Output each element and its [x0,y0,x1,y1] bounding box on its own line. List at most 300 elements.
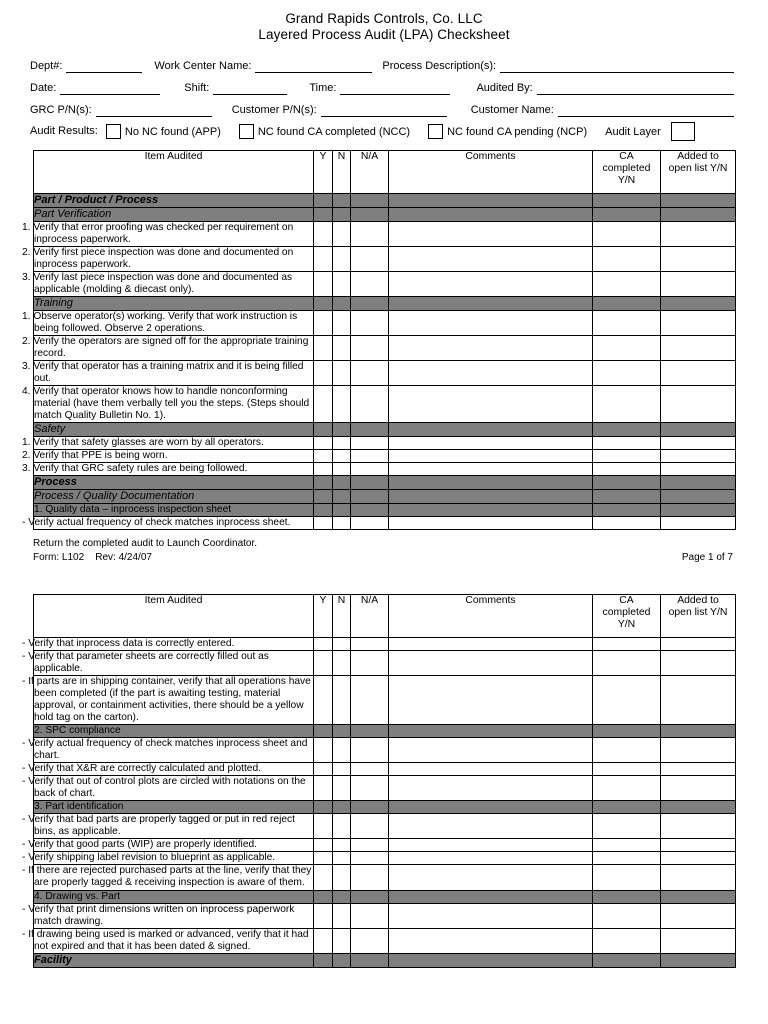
y-cell[interactable] [314,675,333,724]
added-open-list-cell[interactable] [661,839,736,852]
y-cell[interactable] [314,423,333,437]
na-cell[interactable] [351,776,389,801]
item-audited-cell: - Verify actual frequency of check matches inprocess sheet. [34,517,314,530]
y-cell[interactable] [314,801,333,814]
na-cell[interactable] [351,814,389,839]
y-cell[interactable] [314,776,333,801]
ca-completed-cell[interactable] [593,504,661,517]
added-open-list-cell[interactable] [661,517,736,530]
col-header-added-open-list [661,150,736,193]
added-open-list-cell[interactable] [661,865,736,890]
audit-table-1-wrapper [0,150,768,530]
comments-cell[interactable] [389,221,593,246]
y-cell[interactable] [314,246,333,271]
comments-cell[interactable] [389,297,593,311]
added-open-list-cell[interactable] [661,490,736,504]
y-cell[interactable] [314,207,333,221]
ca-completed-cell[interactable] [593,297,661,311]
item-audited-cell: 3. Part identification [34,801,314,814]
added-open-list-cell[interactable] [661,675,736,724]
return-instruction: Return the completed audit to Launch Coordinator. [33,538,258,550]
y-cell[interactable] [314,386,333,423]
ca-completed-cell[interactable] [593,476,661,490]
dept-label: Dept#: [30,59,63,72]
table-row [34,637,736,650]
item-audited-cell: - If there are rejected purchased parts at the line, verify that they are properly tagged & receiving inspection is aware of them. [34,865,314,890]
n-cell[interactable] [333,650,351,675]
added-open-list-cell[interactable] [661,637,736,650]
comments-cell[interactable] [389,386,593,423]
na-cell[interactable] [351,207,389,221]
page-number: Page 1 of 7 [681,552,733,564]
table-row [34,193,736,207]
comments-cell[interactable] [389,336,593,361]
comments-cell[interactable] [389,675,593,724]
n-cell[interactable] [333,450,351,463]
added-open-list-cell[interactable] [661,953,736,967]
ca-completed-cell[interactable] [593,193,661,207]
added-line-2: open list Y/N [668,162,728,174]
comments-cell[interactable] [389,207,593,221]
ca-completed-cell[interactable] [593,246,661,271]
na-cell[interactable] [351,953,389,967]
item-audited-cell: Training [34,297,314,311]
na-cell[interactable] [351,311,389,336]
added-open-list-cell[interactable] [661,928,736,953]
col-header-y: Y [314,150,333,193]
time-label: Time: [309,81,337,94]
y-cell[interactable] [314,504,333,517]
added-open-list-cell[interactable] [661,272,736,297]
na-cell[interactable] [351,903,389,928]
checkbox-nc-found-ca-pending[interactable] [428,124,443,139]
shift-field[interactable] [213,81,287,95]
added-open-list-cell[interactable] [661,386,736,423]
added-open-list-cell[interactable] [661,476,736,490]
table-header-row [34,594,736,637]
ca-line-2: completed [602,162,651,174]
customer-pn-field[interactable] [321,103,447,117]
n-cell[interactable] [333,738,351,763]
n-cell[interactable] [333,517,351,530]
n-cell[interactable] [333,336,351,361]
document-subtitle: Layered Process Audit (LPA) Checksheet [258,27,510,43]
table-row [34,517,736,530]
n-cell[interactable] [333,903,351,928]
na-cell[interactable] [351,272,389,297]
table-2-header [34,594,736,637]
n-cell[interactable] [333,928,351,953]
na-cell[interactable] [351,336,389,361]
n-cell[interactable] [333,801,351,814]
page-footer-1 [0,530,768,565]
ca-completed-cell[interactable] [593,207,661,221]
date-field[interactable] [60,81,160,95]
y-cell[interactable] [314,953,333,967]
table-row [34,476,736,490]
table-row [34,297,736,311]
table-row [34,423,736,437]
grc-pn-field[interactable] [96,103,212,117]
comments-cell[interactable] [389,865,593,890]
item-audited-cell: 1. Quality data – inprocess inspection sheet [34,504,314,517]
table-row [34,336,736,361]
ca-completed-cell[interactable] [593,423,661,437]
y-cell[interactable] [314,517,333,530]
n-cell[interactable] [333,852,351,865]
na-cell[interactable] [351,801,389,814]
n-cell[interactable] [333,504,351,517]
comments-cell[interactable] [389,928,593,953]
n-cell[interactable] [333,311,351,336]
item-audited-cell: 2. Verify that PPE is being worn. [34,450,314,463]
table-row [34,311,736,336]
comments-cell[interactable] [389,463,593,476]
audit-layer-field[interactable] [671,122,695,141]
ca-completed-cell[interactable] [593,852,661,865]
comments-cell[interactable] [389,776,593,801]
item-audited-cell: Safety [34,423,314,437]
added-open-list-cell[interactable] [661,801,736,814]
customer-pn-label: Customer P/N(s): [231,103,317,116]
ca-completed-cell[interactable] [593,272,661,297]
ca-line-1: CA [619,594,634,606]
table-row [34,839,736,852]
ca-completed-cell[interactable] [593,801,661,814]
ca-completed-cell[interactable] [593,361,661,386]
ca-completed-cell[interactable] [593,490,661,504]
ca-completed-cell[interactable] [593,953,661,967]
item-audited-cell: - Verify that print dimensions written on inprocess paperwork match drawing. [34,903,314,928]
y-cell[interactable] [314,463,333,476]
n-cell[interactable] [333,865,351,890]
ca-completed-cell[interactable] [593,437,661,450]
item-audited-cell: 1. Verify that error proofing was checked per requirement on inprocess paperwork. [34,221,314,246]
col-header-ca-completed [593,150,661,193]
ca-completed-cell[interactable] [593,928,661,953]
y-cell[interactable] [314,814,333,839]
added-open-list-cell[interactable] [661,504,736,517]
table-row [34,928,736,953]
ca-completed-cell[interactable] [593,675,661,724]
y-cell[interactable] [314,738,333,763]
y-cell[interactable] [314,476,333,490]
ca-completed-cell[interactable] [593,450,661,463]
table-row [34,763,736,776]
ca-completed-cell[interactable] [593,517,661,530]
ca-completed-cell[interactable] [593,763,661,776]
comments-cell[interactable] [389,450,593,463]
n-cell[interactable] [333,361,351,386]
n-cell[interactable] [333,463,351,476]
y-cell[interactable] [314,437,333,450]
na-cell[interactable] [351,890,389,903]
y-cell[interactable] [314,763,333,776]
item-audited-cell: - Verify that X&R are correctly calculated and plotted. [34,763,314,776]
y-cell[interactable] [314,637,333,650]
na-cell[interactable] [351,386,389,423]
form-row-1 [30,51,738,73]
y-cell[interactable] [314,297,333,311]
item-audited-cell: - Verify that bad parts are properly tagged or put in red reject bins, as applicable. [34,814,314,839]
comments-cell[interactable] [389,311,593,336]
n-cell[interactable] [333,221,351,246]
ca-line-1: CA [619,150,634,162]
table-row [34,725,736,738]
added-open-list-cell[interactable] [661,361,736,386]
ca-completed-cell[interactable] [593,336,661,361]
table-row [34,386,736,423]
comments-cell[interactable] [389,361,593,386]
na-cell[interactable] [351,504,389,517]
process-description-field[interactable] [500,59,734,73]
comments-cell[interactable] [389,504,593,517]
col-header-ca-completed [593,594,661,637]
audit-table-2 [22,594,736,968]
item-audited-cell: 2. Verify the operators are signed off for the appropriate training record. [34,336,314,361]
n-cell[interactable] [333,839,351,852]
col-header-na: N/A [351,594,389,637]
item-audited-cell: Facility [34,953,314,967]
col-header-added-open-list [661,594,736,637]
y-cell[interactable] [314,272,333,297]
y-cell[interactable] [314,490,333,504]
comments-cell[interactable] [389,517,593,530]
n-cell[interactable] [333,776,351,801]
ca-line-3: Y/N [617,174,636,186]
dept-field[interactable] [66,59,142,73]
na-cell[interactable] [351,297,389,311]
table-row [34,852,736,865]
n-cell[interactable] [333,193,351,207]
ca-completed-cell[interactable] [593,776,661,801]
col-header-n: N [333,150,351,193]
na-cell[interactable] [351,650,389,675]
y-cell[interactable] [314,650,333,675]
y-cell[interactable] [314,928,333,953]
added-open-list-cell[interactable] [661,193,736,207]
n-cell[interactable] [333,207,351,221]
checkbox-no-nc-found[interactable] [106,124,121,139]
col-header-item-audited: Item Audited [34,594,314,637]
comments-cell[interactable] [389,852,593,865]
na-cell[interactable] [351,361,389,386]
added-open-list-cell[interactable] [661,776,736,801]
added-open-list-cell[interactable] [661,297,736,311]
comments-cell[interactable] [389,490,593,504]
ca-completed-cell[interactable] [593,738,661,763]
added-open-list-cell[interactable] [661,890,736,903]
ca-completed-cell[interactable] [593,839,661,852]
col-header-comments: Comments [389,150,593,193]
comments-cell[interactable] [389,763,593,776]
n-cell[interactable] [333,246,351,271]
company-name: Grand Rapids Controls, Co. LLC [285,11,483,26]
ca-completed-cell[interactable] [593,637,661,650]
na-cell[interactable] [351,725,389,738]
y-cell[interactable] [314,336,333,361]
item-audited-cell: Part Verification [34,207,314,221]
added-open-list-cell[interactable] [661,814,736,839]
time-field[interactable] [340,81,450,95]
checkbox-label-nc-found-ca-completed: NC found CA completed (NCC) [257,125,411,138]
n-cell[interactable] [333,953,351,967]
y-cell[interactable] [314,725,333,738]
y-cell[interactable] [314,311,333,336]
comments-cell[interactable] [389,903,593,928]
y-cell[interactable] [314,903,333,928]
n-cell[interactable] [333,763,351,776]
na-cell[interactable] [351,193,389,207]
added-open-list-cell[interactable] [661,852,736,865]
y-cell[interactable] [314,890,333,903]
comments-cell[interactable] [389,246,593,271]
n-cell[interactable] [333,675,351,724]
table-row [34,246,736,271]
table-1-header [34,150,736,193]
customer-name-field[interactable] [558,103,734,117]
added-open-list-cell[interactable] [661,725,736,738]
table-row [34,437,736,450]
na-cell[interactable] [351,437,389,450]
na-cell[interactable] [351,490,389,504]
item-audited-cell: 4. Verify that operator knows how to handle nonconforming material (have them verbally tell you the steps. (Steps should match Quality Bulletin No. 1). [34,386,314,423]
added-open-list-cell[interactable] [661,246,736,271]
added-open-list-cell[interactable] [661,221,736,246]
comments-cell[interactable] [389,437,593,450]
comments-cell[interactable] [389,953,593,967]
n-cell[interactable] [333,386,351,423]
audit-results-row [30,119,738,145]
added-open-list-cell[interactable] [661,311,736,336]
form-row-2 [30,73,738,95]
na-cell[interactable] [351,423,389,437]
na-cell[interactable] [351,476,389,490]
y-cell[interactable] [314,361,333,386]
n-cell[interactable] [333,297,351,311]
comments-cell[interactable] [389,650,593,675]
comments-cell[interactable] [389,814,593,839]
table-header-row [34,150,736,193]
table-row [34,675,736,724]
added-open-list-cell[interactable] [661,207,736,221]
comments-cell[interactable] [389,839,593,852]
col-header-item-audited: Item Audited [34,150,314,193]
y-cell[interactable] [314,852,333,865]
y-cell[interactable] [314,839,333,852]
checkbox-nc-found-ca-completed[interactable] [239,124,254,139]
shift-label: Shift: [184,81,210,94]
added-open-list-cell[interactable] [661,423,736,437]
comments-cell[interactable] [389,801,593,814]
footer-notes [33,537,257,564]
na-cell[interactable] [351,450,389,463]
added-line-1: Added to [677,594,719,606]
comments-cell[interactable] [389,738,593,763]
na-cell[interactable] [351,865,389,890]
form-row-3 [30,95,738,117]
item-audited-cell: 2. SPC compliance [34,725,314,738]
na-cell[interactable] [351,221,389,246]
ca-completed-cell[interactable] [593,890,661,903]
y-cell[interactable] [314,865,333,890]
n-cell[interactable] [333,490,351,504]
ca-completed-cell[interactable] [593,221,661,246]
na-cell[interactable] [351,928,389,953]
comments-cell[interactable] [389,725,593,738]
n-cell[interactable] [333,437,351,450]
checkbox-label-no-nc-found: No NC found (APP) [124,125,221,138]
n-cell[interactable] [333,272,351,297]
na-cell[interactable] [351,675,389,724]
n-cell[interactable] [333,476,351,490]
date-label: Date: [30,81,57,94]
table-row [34,814,736,839]
added-open-list-cell[interactable] [661,336,736,361]
audit-layer-label: Audit Layer [605,125,661,138]
comments-cell[interactable] [389,637,593,650]
added-line-1: Added to [677,150,719,162]
y-cell[interactable] [314,450,333,463]
ca-completed-cell[interactable] [593,463,661,476]
na-cell[interactable] [351,852,389,865]
work-center-field[interactable] [255,59,372,73]
n-cell[interactable] [333,890,351,903]
n-cell[interactable] [333,637,351,650]
item-audited-cell: 2. Verify first piece inspection was done and documented on inprocess paperwork. [34,246,314,271]
na-cell[interactable] [351,246,389,271]
added-open-list-cell[interactable] [661,738,736,763]
added-open-list-cell[interactable] [661,650,736,675]
ca-completed-cell[interactable] [593,814,661,839]
ca-completed-cell[interactable] [593,903,661,928]
na-cell[interactable] [351,763,389,776]
ca-completed-cell[interactable] [593,725,661,738]
y-cell[interactable] [314,221,333,246]
item-audited-cell: - Verify that parameter sheets are correctly filled out as applicable. [34,650,314,675]
audited-by-field[interactable] [537,81,734,95]
added-open-list-cell[interactable] [661,903,736,928]
comments-cell[interactable] [389,890,593,903]
comments-cell[interactable] [389,193,593,207]
added-open-list-cell[interactable] [661,463,736,476]
n-cell[interactable] [333,725,351,738]
na-cell[interactable] [351,463,389,476]
na-cell[interactable] [351,517,389,530]
comments-cell[interactable] [389,476,593,490]
y-cell[interactable] [314,193,333,207]
comments-cell[interactable] [389,272,593,297]
table-row [34,890,736,903]
added-open-list-cell[interactable] [661,763,736,776]
ca-completed-cell[interactable] [593,311,661,336]
added-open-list-cell[interactable] [661,450,736,463]
item-audited-cell: 1. Verify that safety glasses are worn by all operators. [34,437,314,450]
na-cell[interactable] [351,637,389,650]
ca-completed-cell[interactable] [593,865,661,890]
ca-completed-cell[interactable] [593,386,661,423]
added-open-list-cell[interactable] [661,437,736,450]
n-cell[interactable] [333,423,351,437]
table-row [34,801,736,814]
table-row [34,272,736,297]
n-cell[interactable] [333,814,351,839]
na-cell[interactable] [351,738,389,763]
na-cell[interactable] [351,839,389,852]
ca-completed-cell[interactable] [593,650,661,675]
comments-cell[interactable] [389,423,593,437]
item-audited-cell: Part / Product / Process [34,193,314,207]
